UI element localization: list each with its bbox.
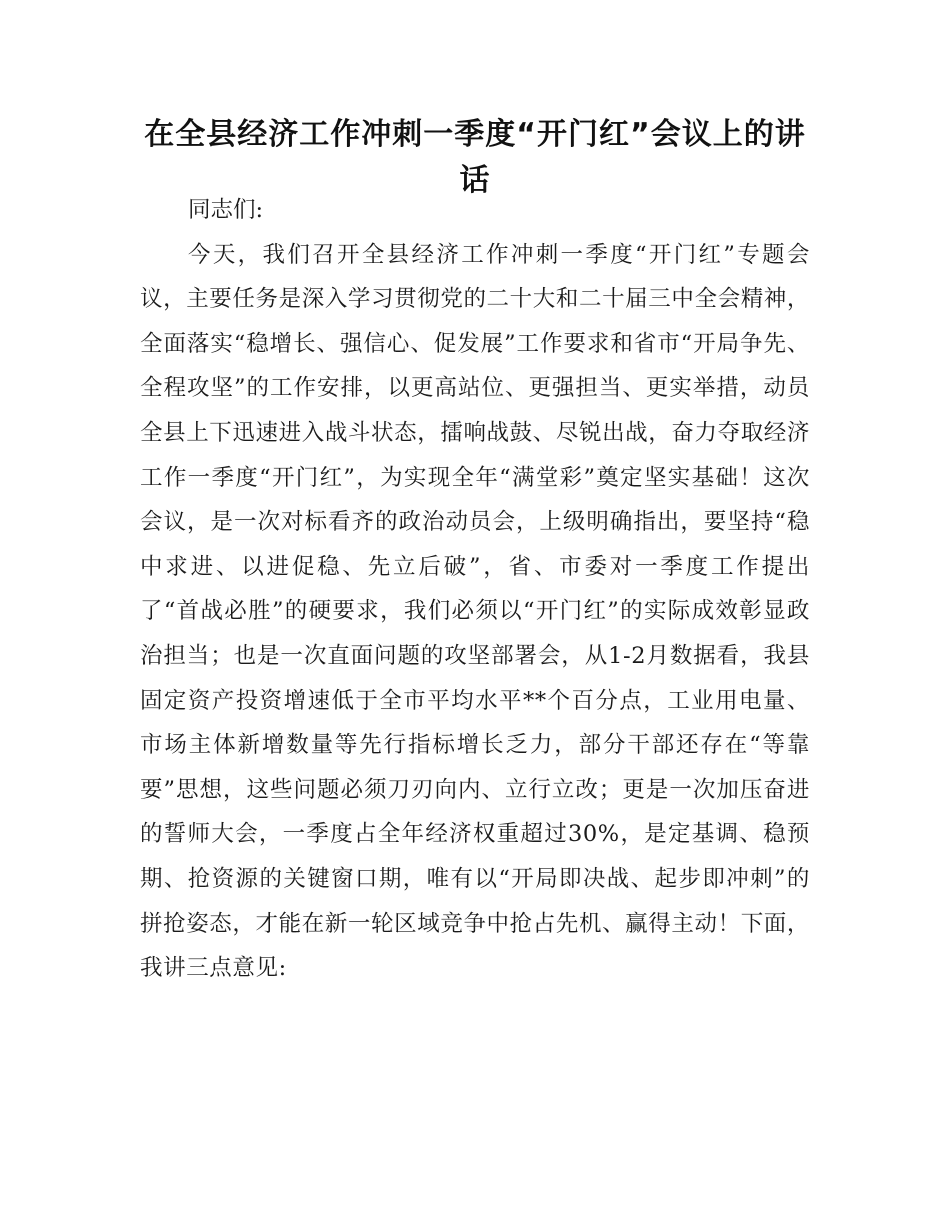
document-title: 在全县经济工作冲刺一季度“开门红”会议上的讲话 (144, 117, 806, 198)
body-paragraph: 今天，我们召开全县经济工作冲刺一季度“开门红”专题会议，主要任务是深入学习贯彻党的二十大和二十届三中全会精神，全面落实“稳增长、强信心、促发展”工作要求和省市“开局争先、全程攻坚”的工作安排，以更高站位、更强担当、更实举措，动员全县上下迅速进入战斗状态，擂响战鼓、尽锐出战，奋力夺取经济工作一季度“开门红”，为实现全年“满堂彩”奠定坚实基础！这次会议，是一次对标看齐的政治动员会，上级明确指出，要坚持“稳中求进、以进促稳、先立后破”，省、市委对一季度工作提出了“首战必胜”的硬要求，我们必须以“开门红”的实际成效彰显政治担当；也是一次直面问题的攻坚部署会，从1-2月数据看，我县固定资产投资增速低于全市平均水平**个百分点，工业用电量、市场主体新增数量等先行指标增长乏力，部分干部还存在“等靠要”思想，这些问题必须刀刃向内、立行立改；更是一次加压奋进的誓师大会，一季度占全年经济权重超过30%，是定基调、稳预期、抢资源的关键窗口期，唯有以“开局即决战、起步即冲刺”的拼抢姿态，才能在新一轮区域竞争中抢占先机、赢得主动！下面，我讲三点意见: (140, 241, 810, 982)
greeting-line: 同志们: (188, 197, 264, 223)
document-body (140, 188, 810, 991)
